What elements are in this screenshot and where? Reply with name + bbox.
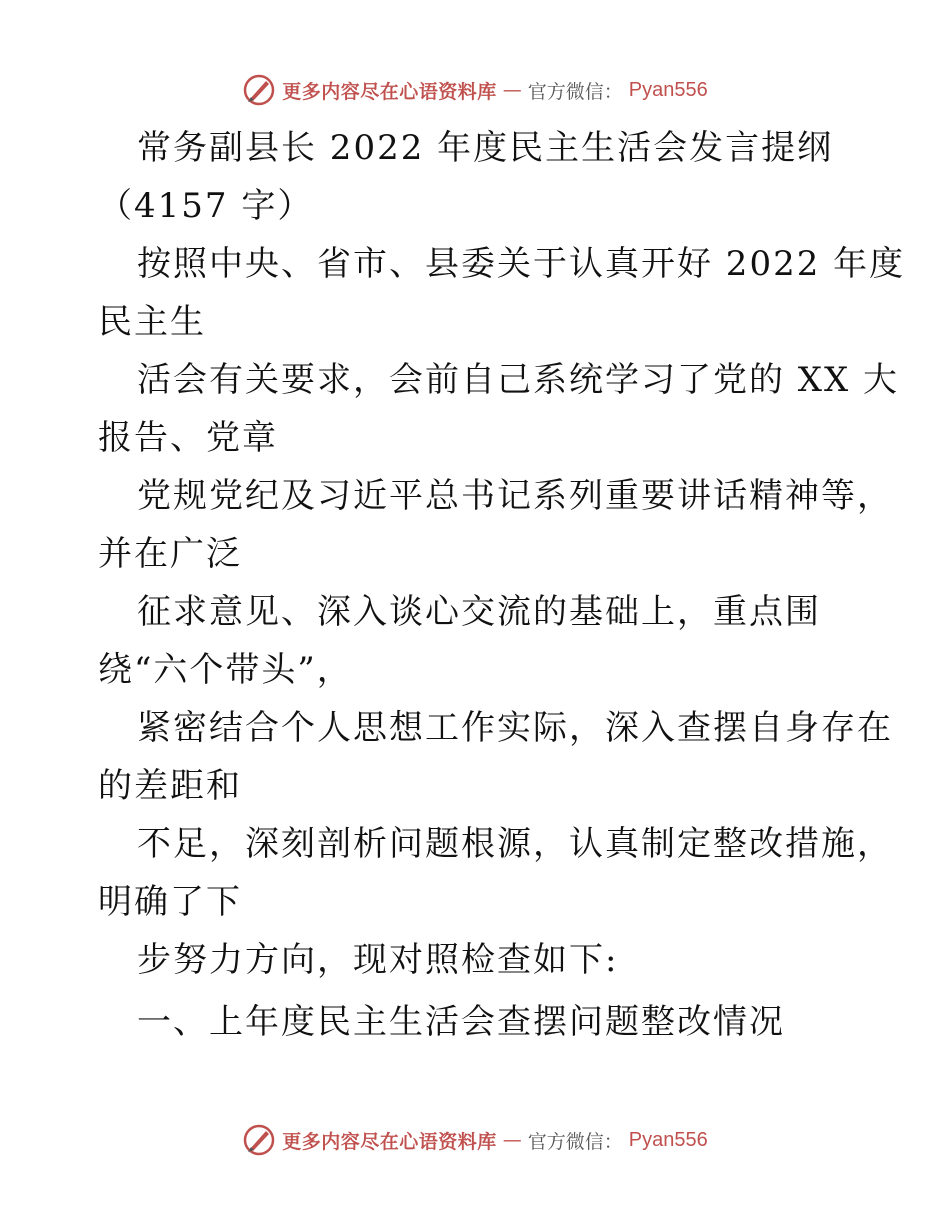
watermark-separator: — [502,1129,522,1151]
watermark-label: 官方微信： [527,1130,623,1153]
document-title: 常务副县长 2022 年度民主生活会发言提纲 [137,128,834,168]
paragraph-line: 紧密结合个人思想工作实际，深入查摆自身存在 [137,708,893,748]
header-watermark [0,70,950,110]
footer-watermark [0,1120,950,1160]
paragraph-line: 并在广泛 [98,534,242,574]
paragraph-line: 党规党纪及习近平总书记系列重要讲话精神等， [137,476,893,516]
watermark-slogan: 更多内容尽在心语资料库 [282,80,497,103]
watermark-slogan: 更多内容尽在心语资料库 [282,1130,497,1153]
paragraph-line: 明确了下 [98,882,242,922]
paragraph-line: 绕“六个带头”， [98,650,353,690]
paragraph-line: 征求意见、深入谈心交流的基础上，重点围 [137,592,821,632]
paragraph-line: 的差距和 [98,766,242,806]
paragraph-line: 报告、党章 [98,418,278,458]
watermark-wechat-id: Pyan556 [628,1128,708,1151]
watermark-wechat-id: Pyan556 [628,78,708,101]
paragraph-line: 民主生 [98,302,206,342]
quill-pen-logo-icon [242,73,276,107]
paragraph-line: 按照中央、省市、县委关于认真开好 2022 年度 [137,244,906,284]
paragraph-line: 步努力方向，现对照检查如下: [137,940,619,980]
quill-pen-logo-icon [242,1123,276,1157]
paragraph-line: 不足，深刻剖析问题根源，认真制定整改措施， [137,824,893,864]
paragraph-line: 活会有关要求，会前自己系统学习了党的 XX 大 [137,360,900,400]
section-heading: 一、上年度民主生活会查摆问题整改情况 [137,1002,785,1042]
watermark-label: 官方微信： [527,80,623,103]
watermark-separator: — [502,79,522,101]
document-word-count: （4157 字） [98,186,314,226]
